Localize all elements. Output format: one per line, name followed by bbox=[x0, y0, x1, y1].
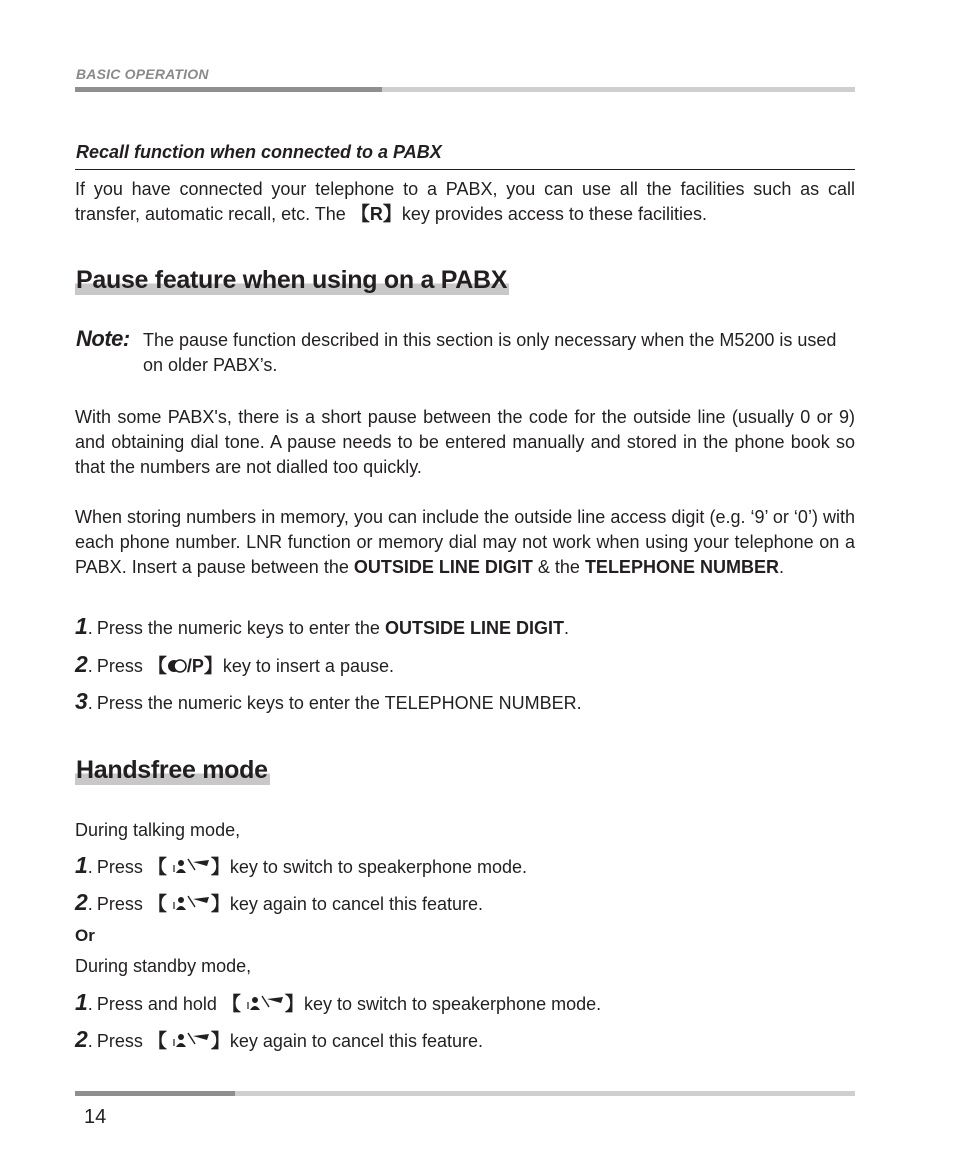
header-rule-dark bbox=[75, 87, 382, 92]
standby-step-2: 2. Press 【 】key again to cancel this feature. bbox=[75, 1026, 484, 1052]
talking-step-1: 1. Press 【 】key to switch to speakerphone mode. bbox=[75, 852, 528, 878]
handsfree-title: Handsfree mode bbox=[76, 756, 268, 784]
left-bracket-icon: 【 bbox=[147, 1031, 167, 1052]
talking-intro: During talking mode, bbox=[75, 820, 241, 840]
recall-text-before: If you have connected your telephone to a PABX, you can use all the facilities such as call transfer, automatic recall, etc. The bbox=[75, 179, 855, 224]
speakerphone-key-icon bbox=[241, 993, 285, 1013]
standby-intro: During standby mode, bbox=[75, 956, 252, 976]
speakerphone-key-icon bbox=[167, 1030, 211, 1050]
step-number: 2 bbox=[75, 1026, 88, 1052]
note-text-content: The pause function described in this section is only necessary when the M5200 is used on older PABX’s. bbox=[143, 330, 837, 375]
pause-key-icon bbox=[167, 657, 187, 675]
pause-title: Pause feature when using on a PABX bbox=[76, 266, 508, 294]
right-bracket-icon: 】 bbox=[210, 857, 230, 878]
step-number: 1 bbox=[75, 613, 88, 639]
step-number: 1 bbox=[75, 989, 88, 1015]
step-bold-text: OUTSIDE LINE DIGIT bbox=[384, 618, 564, 638]
right-bracket-icon: 】 bbox=[284, 994, 304, 1015]
step-text: Press bbox=[96, 857, 143, 877]
step-text-after: key to switch to speakerphone mode. bbox=[229, 857, 528, 877]
step-text: Press the numeric keys to enter the bbox=[96, 618, 380, 638]
step-text: Press and hold bbox=[96, 994, 217, 1014]
left-bracket-icon: 【 bbox=[147, 857, 167, 878]
para2-mid: & the bbox=[537, 557, 580, 577]
pause-step-2: 2. Press 【 /P】key to insert a pause. bbox=[75, 651, 394, 677]
step-text: Press bbox=[96, 656, 143, 676]
step-end: . bbox=[563, 618, 569, 638]
left-bracket-icon: 【 bbox=[147, 656, 167, 677]
right-bracket-icon: 】 bbox=[210, 1031, 230, 1052]
page-number: 14 bbox=[84, 1106, 107, 1128]
step-text: Press the numeric keys to enter the TELEPHONE NUMBER. bbox=[96, 693, 582, 713]
standby-step-1: 1. Press and hold 【 】key to switch to speakerphone mode. bbox=[75, 989, 602, 1015]
r-key-label: R bbox=[369, 204, 383, 224]
step-text: Press bbox=[96, 1031, 143, 1051]
speakerphone-key-icon bbox=[167, 856, 211, 876]
left-bracket-icon: 【 bbox=[350, 204, 370, 225]
para2-bold-telephone-number: TELEPHONE NUMBER bbox=[584, 557, 779, 577]
para2-end: . bbox=[778, 557, 784, 577]
note-text bbox=[143, 328, 855, 378]
talking-step-2: 2. Press 【 】key again to cancel this feature. bbox=[75, 889, 484, 915]
pause-key-suffix: /P bbox=[186, 656, 204, 676]
or-label: Or bbox=[75, 926, 95, 945]
para2-start: When storing numbers in memory, you can include the outside line access digit (e.g. ‘9’ or ‘0’) with each phone number. LNR function or memory dial may not work when using your telephone on a PABX. Insert a pause between the bbox=[75, 507, 855, 577]
step-text-after: key to switch to speakerphone mode. bbox=[303, 994, 602, 1014]
footer-rule-dark bbox=[75, 1091, 235, 1096]
step-text-after: key again to cancel this feature. bbox=[229, 894, 484, 914]
step-number: 1 bbox=[75, 852, 88, 878]
header-rule-light bbox=[382, 87, 855, 92]
pause-paragraph-1: With some PABX's, there is a short pause between the code for the outside line (usually 0 or 9) and obtaining dial tone. A pause needs to be entered manually and stored in the phone book so that the numbers are not dialled too quickly. bbox=[75, 407, 855, 477]
right-bracket-icon: 】 bbox=[210, 894, 230, 915]
step-number: 2 bbox=[75, 651, 88, 677]
right-bracket-icon: 】 bbox=[382, 204, 402, 225]
pause-step-1: 1. Press the numeric keys to enter the OUTSIDE LINE DIGIT. bbox=[75, 613, 569, 639]
note-label: Note: bbox=[76, 326, 130, 351]
step-number: 3 bbox=[75, 688, 88, 714]
pause-step-3: 3. Press the numeric keys to enter the TELEPHONE NUMBER. bbox=[75, 688, 582, 714]
right-bracket-icon: 】 bbox=[203, 656, 223, 677]
step-text-after: key again to cancel this feature. bbox=[229, 1031, 484, 1051]
step-text-after: key to insert a pause. bbox=[222, 656, 394, 676]
step-number: 2 bbox=[75, 889, 88, 915]
recall-title-rule bbox=[75, 169, 855, 170]
left-bracket-icon: 【 bbox=[147, 894, 167, 915]
left-bracket-icon: 【 bbox=[221, 994, 241, 1015]
step-text: Press bbox=[96, 894, 143, 914]
para2-bold-outside-line-digit: OUTSIDE LINE DIGIT bbox=[353, 557, 533, 577]
speakerphone-key-icon bbox=[167, 893, 211, 913]
recall-title: Recall function when connected to a PABX bbox=[76, 142, 442, 162]
recall-text-after: key provides access to these facilities. bbox=[401, 204, 707, 224]
section-tag: BASIC OPERATION bbox=[76, 66, 209, 82]
pause-paragraph-2 bbox=[75, 505, 855, 580]
recall-paragraph bbox=[75, 177, 855, 227]
footer-rule-light bbox=[235, 1091, 855, 1096]
